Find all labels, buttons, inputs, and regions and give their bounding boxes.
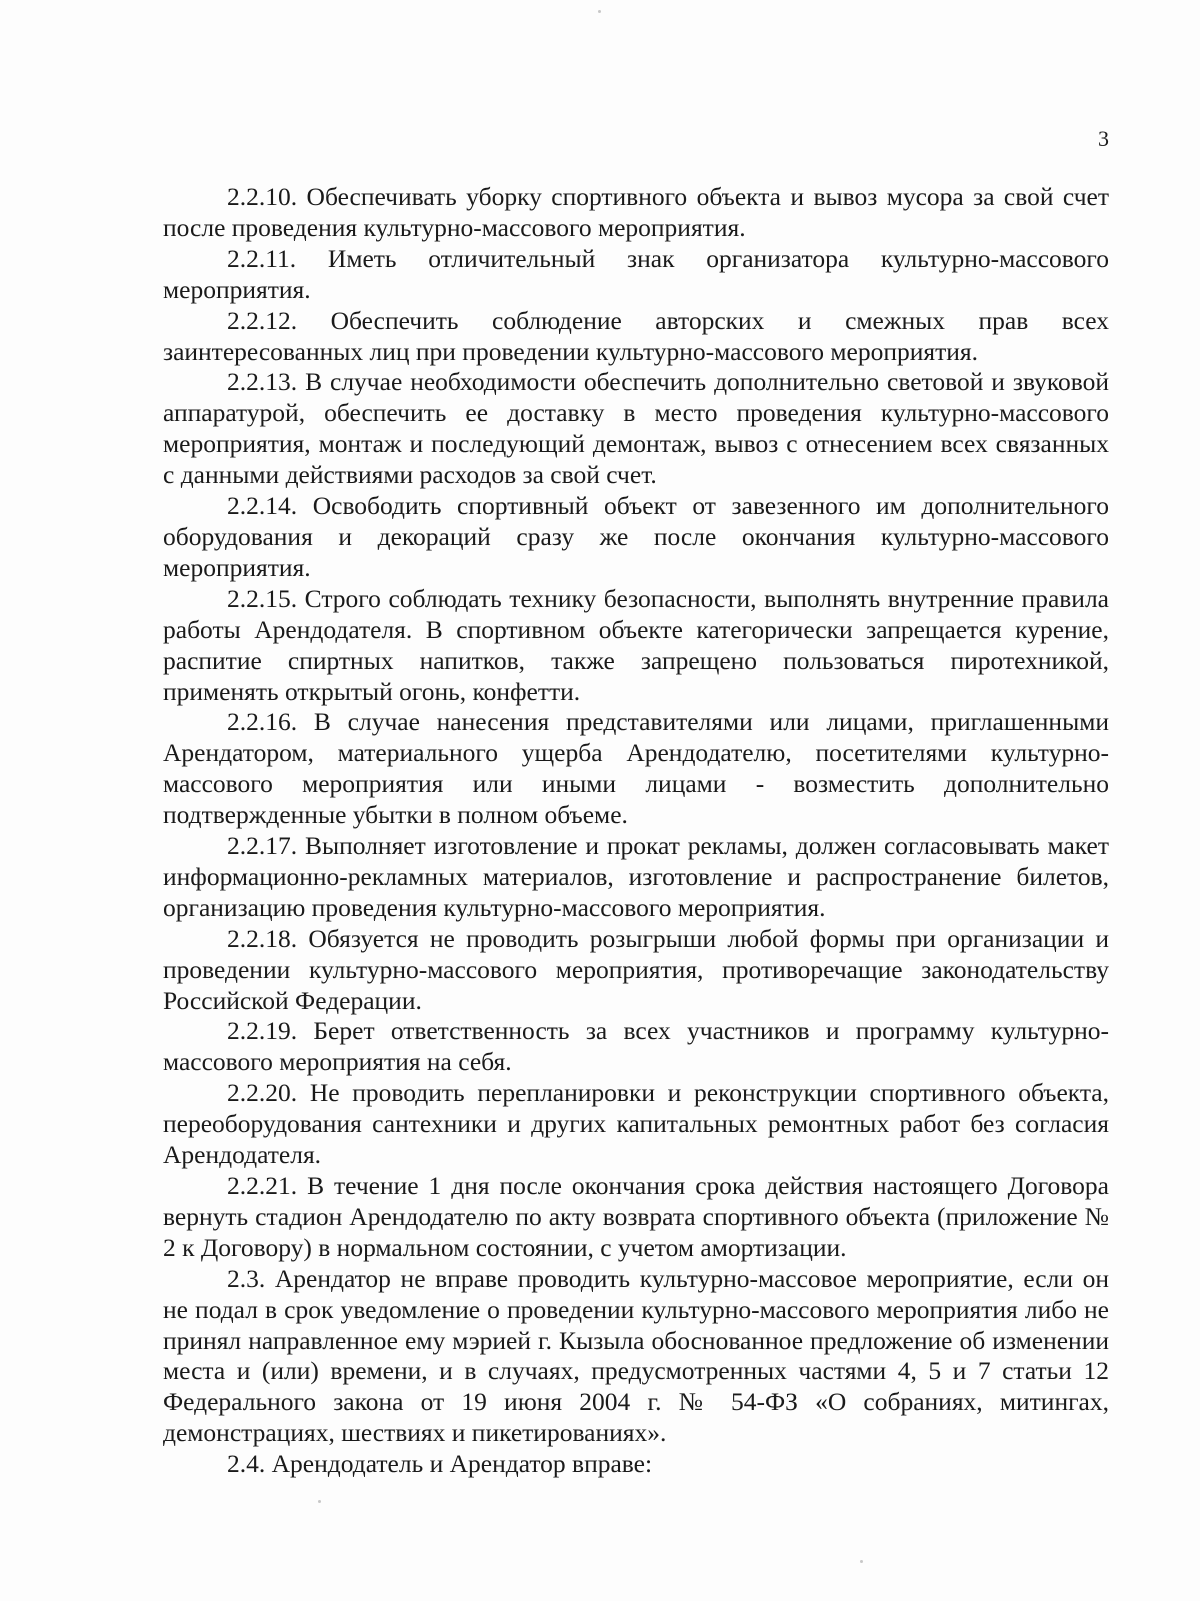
scan-speck bbox=[860, 1560, 863, 1563]
paragraph-2-2-19: 2.2.19. Берет ответственность за всех участников и программу культурно-массового мероприятия на себя. bbox=[163, 1016, 1109, 1077]
paragraph-2-2-16: 2.2.16. В случае нанесения представителями или лицами, приглашенными Арендатором, материального ущерба Арендодателю, посетителями культурно-массового мероприятия или иными лицами - возместить дополнительно подтвержденные убытки в полном объеме. bbox=[163, 707, 1109, 830]
scan-speck bbox=[318, 1500, 321, 1503]
page-number: 3 bbox=[1098, 126, 1109, 151]
document-body bbox=[163, 182, 1109, 1480]
paragraph-2-2-21: 2.2.21. В течение 1 дня после окончания срока действия настоящего Договора вернуть стадион Арендодателю по акту возврата спортивного объекта (приложение № 2 к Договору) в нормальном состоянии, с учетом амортизации. bbox=[163, 1171, 1109, 1262]
paragraph-2-2-18: 2.2.18. Обязуется не проводить розыгрыши любой формы при организации и проведении культурно-массового мероприятия, противоречащие законодательству Российской Федерации. bbox=[163, 923, 1109, 1015]
paragraph-2-2-20: 2.2.20. Не проводить перепланировки и реконструкции спортивного объекта, переоборудования сантехники и других капитальных ремонтных работ без согласия Арендодателя. bbox=[163, 1078, 1109, 1170]
paragraph-2-4: 2.4. Арендодатель и Арендатор вправе: bbox=[227, 1449, 653, 1479]
paragraph-2-2-10: 2.2.10. Обеспечивать уборку спортивного объекта и вывоз мусора за свой счет после проведения культурно-массового мероприятия. bbox=[163, 182, 1109, 242]
scan-speck bbox=[598, 10, 601, 13]
paragraph-2-2-12: 2.2.12. Обеспечить соблюдение авторских и смежных прав всех заинтересованных лиц при проведении культурно-массового мероприятия. bbox=[163, 305, 1109, 366]
paragraph-2-2-13: 2.2.13. В случае необходимости обеспечить дополнительно световой и звуковой аппаратурой, обеспечить ее доставку в место проведения культурно-массового мероприятия, монтаж и последующий демонтаж, вывоз с отнесением всех связанных с данными действиями расходов за свой счет. bbox=[163, 367, 1109, 490]
paragraph-2-2-17: 2.2.17. Выполняет изготовление и прокат рекламы, должен согласовывать макет информационно-рекламных материалов, изготовление и распространение билетов, организацию проведения культурно-массового мероприятия. bbox=[163, 831, 1109, 922]
paragraph-2-3: 2.3. Арендатор не вправе проводить культурно-массовое мероприятие, если он не подал в срок уведомление о проведении культурно-массового мероприятия либо не принял направленное ему мэрией г. Кызыла обоснованное предложение об изменении места и (или) времени, и в случаях, предусмотренных частями 4, 5 и 7 статьи 12 Федерального закона от 19 июня 2004 г. № 54-ФЗ «О собраниях, митингах, демонстрациях, шествиях и пикетированиях». bbox=[163, 1263, 1109, 1448]
paragraph-2-2-15: 2.2.15. Строго соблюдать технику безопасности, выполнять внутренние правила работы Арендодателя. В спортивном объекте категорически запрещается курение, распитие спиртных напитков, также запрещено пользоваться пиротехникой, применять открытый огонь, конфетти. bbox=[163, 583, 1109, 706]
paragraph-2-2-14: 2.2.14. Освободить спортивный объект от завезенного им дополнительного оборудования и декораций сразу же после окончания культурно-массового мероприятия. bbox=[163, 491, 1109, 582]
paragraph-2-2-11: 2.2.11. Иметь отличительный знак организатора культурно-массового мероприятия. bbox=[163, 243, 1109, 304]
